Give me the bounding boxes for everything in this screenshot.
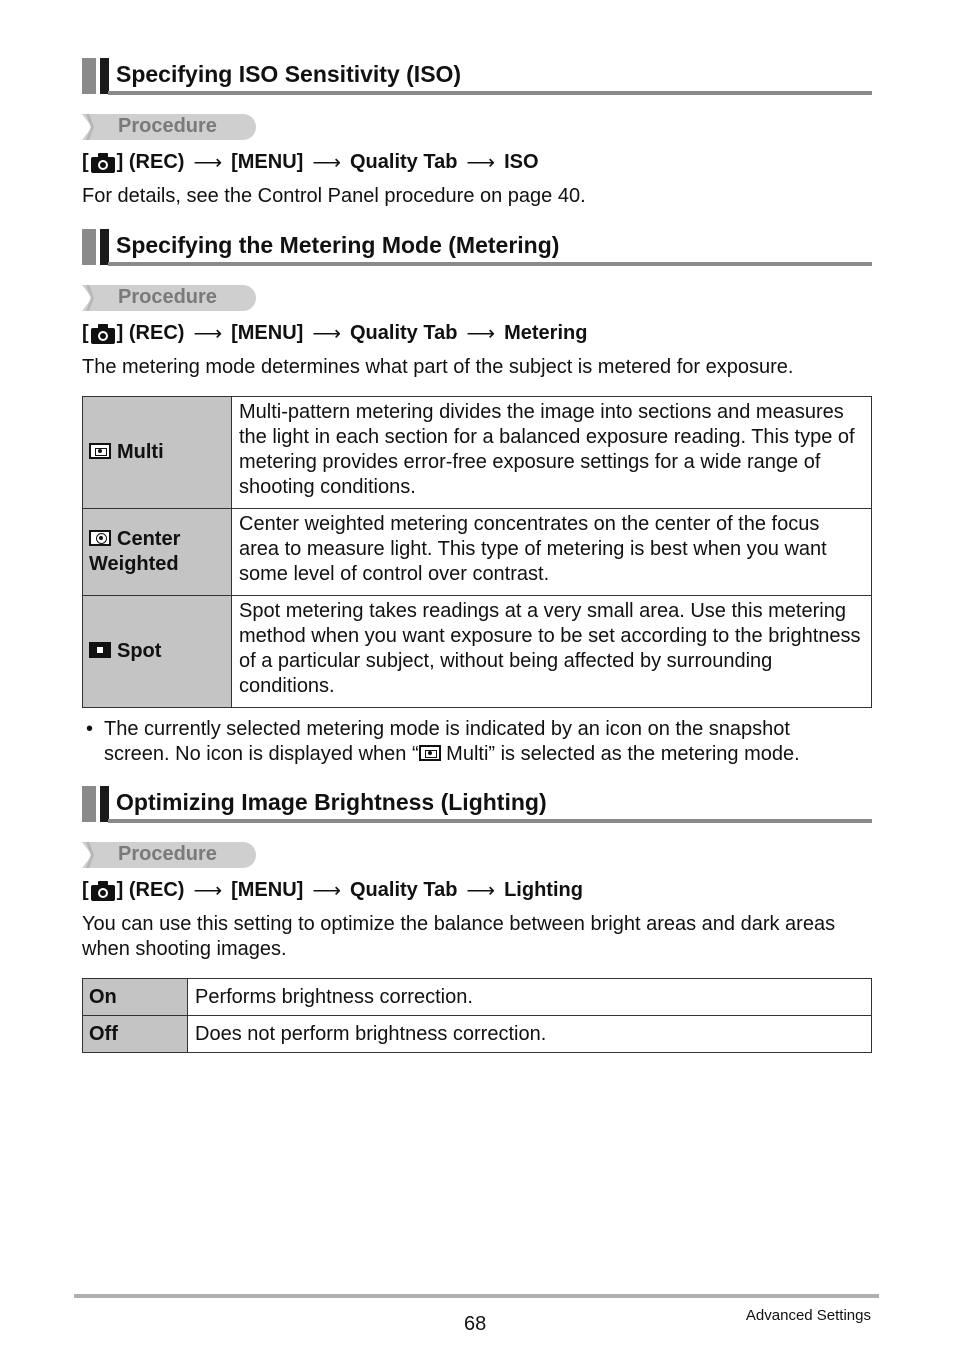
section-title: Specifying the Metering Mode (Metering) bbox=[116, 232, 560, 258]
table-row bbox=[83, 596, 872, 708]
section-title: Specifying ISO Sensitivity (ISO) bbox=[116, 61, 462, 87]
page-number: 68 bbox=[464, 1313, 487, 1335]
note bbox=[82, 717, 872, 769]
footer-section-label: Advanced Settings bbox=[745, 1307, 871, 1324]
section-heading-iso bbox=[82, 58, 872, 96]
mode-label-cell bbox=[83, 397, 232, 509]
heading-marker bbox=[100, 786, 109, 822]
footer-rule bbox=[74, 1294, 879, 1298]
rec-label: ] (REC) bbox=[116, 322, 185, 344]
mode-label: Center bbox=[117, 528, 181, 550]
lighting-table bbox=[82, 978, 872, 1053]
multi-metering-icon bbox=[89, 443, 111, 459]
body-text: For details, see the Control Panel procedure on page 40. bbox=[82, 185, 586, 207]
arrow-icon: ⟶ bbox=[312, 323, 341, 345]
arrow-icon: ⟶ bbox=[466, 323, 496, 345]
option-description: Performs brightness correction. bbox=[188, 979, 872, 1016]
rec-label: ] (REC) bbox=[116, 879, 185, 901]
menu-path bbox=[82, 321, 587, 346]
bullet-icon: • bbox=[86, 718, 94, 740]
section-heading-metering bbox=[82, 229, 872, 267]
heading-rule bbox=[108, 262, 872, 266]
spot-metering-icon bbox=[89, 642, 111, 658]
section-title: Optimizing Image Brightness (Lighting) bbox=[116, 789, 547, 815]
heading-rule bbox=[108, 819, 872, 823]
tab-label: Quality Tab bbox=[350, 322, 458, 344]
menu-path bbox=[82, 150, 539, 175]
item-label: Lighting bbox=[504, 879, 583, 901]
option-description: Does not perform brightness correction. bbox=[188, 1016, 872, 1053]
bracket: [ bbox=[82, 322, 89, 344]
procedure-label bbox=[82, 285, 256, 311]
arrow-icon: ⟶ bbox=[466, 152, 496, 174]
option-label: On bbox=[83, 979, 188, 1016]
arrow-icon: ⟶ bbox=[466, 880, 496, 902]
table-row bbox=[83, 1016, 872, 1053]
arrow-icon: ⟶ bbox=[312, 880, 341, 902]
item-label: ISO bbox=[504, 151, 539, 173]
option-label: Off bbox=[83, 1016, 188, 1053]
tab-label: Quality Tab bbox=[350, 879, 458, 901]
menu-label: [MENU] bbox=[231, 151, 304, 173]
heading-marker bbox=[82, 58, 96, 94]
mode-label: Spot bbox=[117, 640, 162, 662]
camera-icon bbox=[90, 880, 116, 902]
note-line: screen. No icon is displayed when “ bbox=[104, 743, 419, 765]
multi-metering-icon bbox=[419, 745, 441, 761]
bracket: [ bbox=[82, 879, 89, 901]
note-line: Multi” is selected as the metering mode. bbox=[440, 743, 800, 765]
note-line: The currently selected metering mode is indicated by an icon on the snapshot bbox=[104, 718, 790, 740]
procedure-text: Procedure bbox=[118, 115, 217, 137]
procedure-label bbox=[82, 842, 256, 868]
procedure-text: Procedure bbox=[118, 286, 217, 308]
mode-description: Multi-pattern metering divides the image into sections and measures the light in each section for a balanced exposure reading. This type of metering provides error-free exposure settings for a wide range of shooting conditions. bbox=[232, 397, 872, 509]
procedure-text: Procedure bbox=[118, 843, 217, 865]
item-label: Metering bbox=[504, 322, 588, 344]
mode-label-cell bbox=[83, 596, 232, 708]
heading-marker bbox=[100, 229, 109, 265]
procedure-label bbox=[82, 114, 256, 140]
camera-icon bbox=[90, 152, 116, 174]
mode-label: Weighted bbox=[89, 553, 179, 575]
table-row bbox=[83, 397, 872, 509]
heading-marker bbox=[100, 58, 109, 94]
arrow-icon: ⟶ bbox=[193, 152, 223, 174]
mode-description: Center weighted metering concentrates on the center of the focus area to measure light. This type of metering is best when you want some level of control over contrast. bbox=[232, 509, 872, 596]
tab-label: Quality Tab bbox=[350, 151, 458, 173]
center-weighted-metering-icon bbox=[89, 530, 111, 546]
mode-label: Multi bbox=[117, 441, 164, 463]
mode-description: Spot metering takes readings at a very small area. Use this metering method when you want exposure to be set according to the brightness of a particular subject, without being affected by surrounding conditions. bbox=[232, 596, 872, 708]
camera-icon bbox=[90, 323, 116, 345]
body-text: You can use this setting to optimize the balance between bright areas and dark areas when shooting images. bbox=[82, 913, 836, 960]
section-heading-lighting bbox=[82, 786, 872, 824]
note-text bbox=[104, 717, 884, 767]
rec-label: ] (REC) bbox=[116, 151, 185, 173]
arrow-icon: ⟶ bbox=[312, 152, 341, 174]
table-row bbox=[83, 979, 872, 1016]
arrow-icon: ⟶ bbox=[193, 323, 223, 345]
table-row bbox=[83, 509, 872, 596]
bracket: [ bbox=[82, 151, 89, 173]
heading-marker bbox=[82, 786, 96, 822]
metering-mode-table bbox=[82, 396, 872, 708]
menu-path bbox=[82, 878, 583, 903]
body-text: The metering mode determines what part of the subject is metered for exposure. bbox=[82, 356, 794, 378]
menu-label: [MENU] bbox=[231, 322, 304, 344]
mode-label-cell bbox=[83, 509, 232, 596]
heading-marker bbox=[82, 229, 96, 265]
arrow-icon: ⟶ bbox=[193, 880, 223, 902]
menu-label: [MENU] bbox=[231, 879, 304, 901]
heading-rule bbox=[108, 91, 872, 95]
